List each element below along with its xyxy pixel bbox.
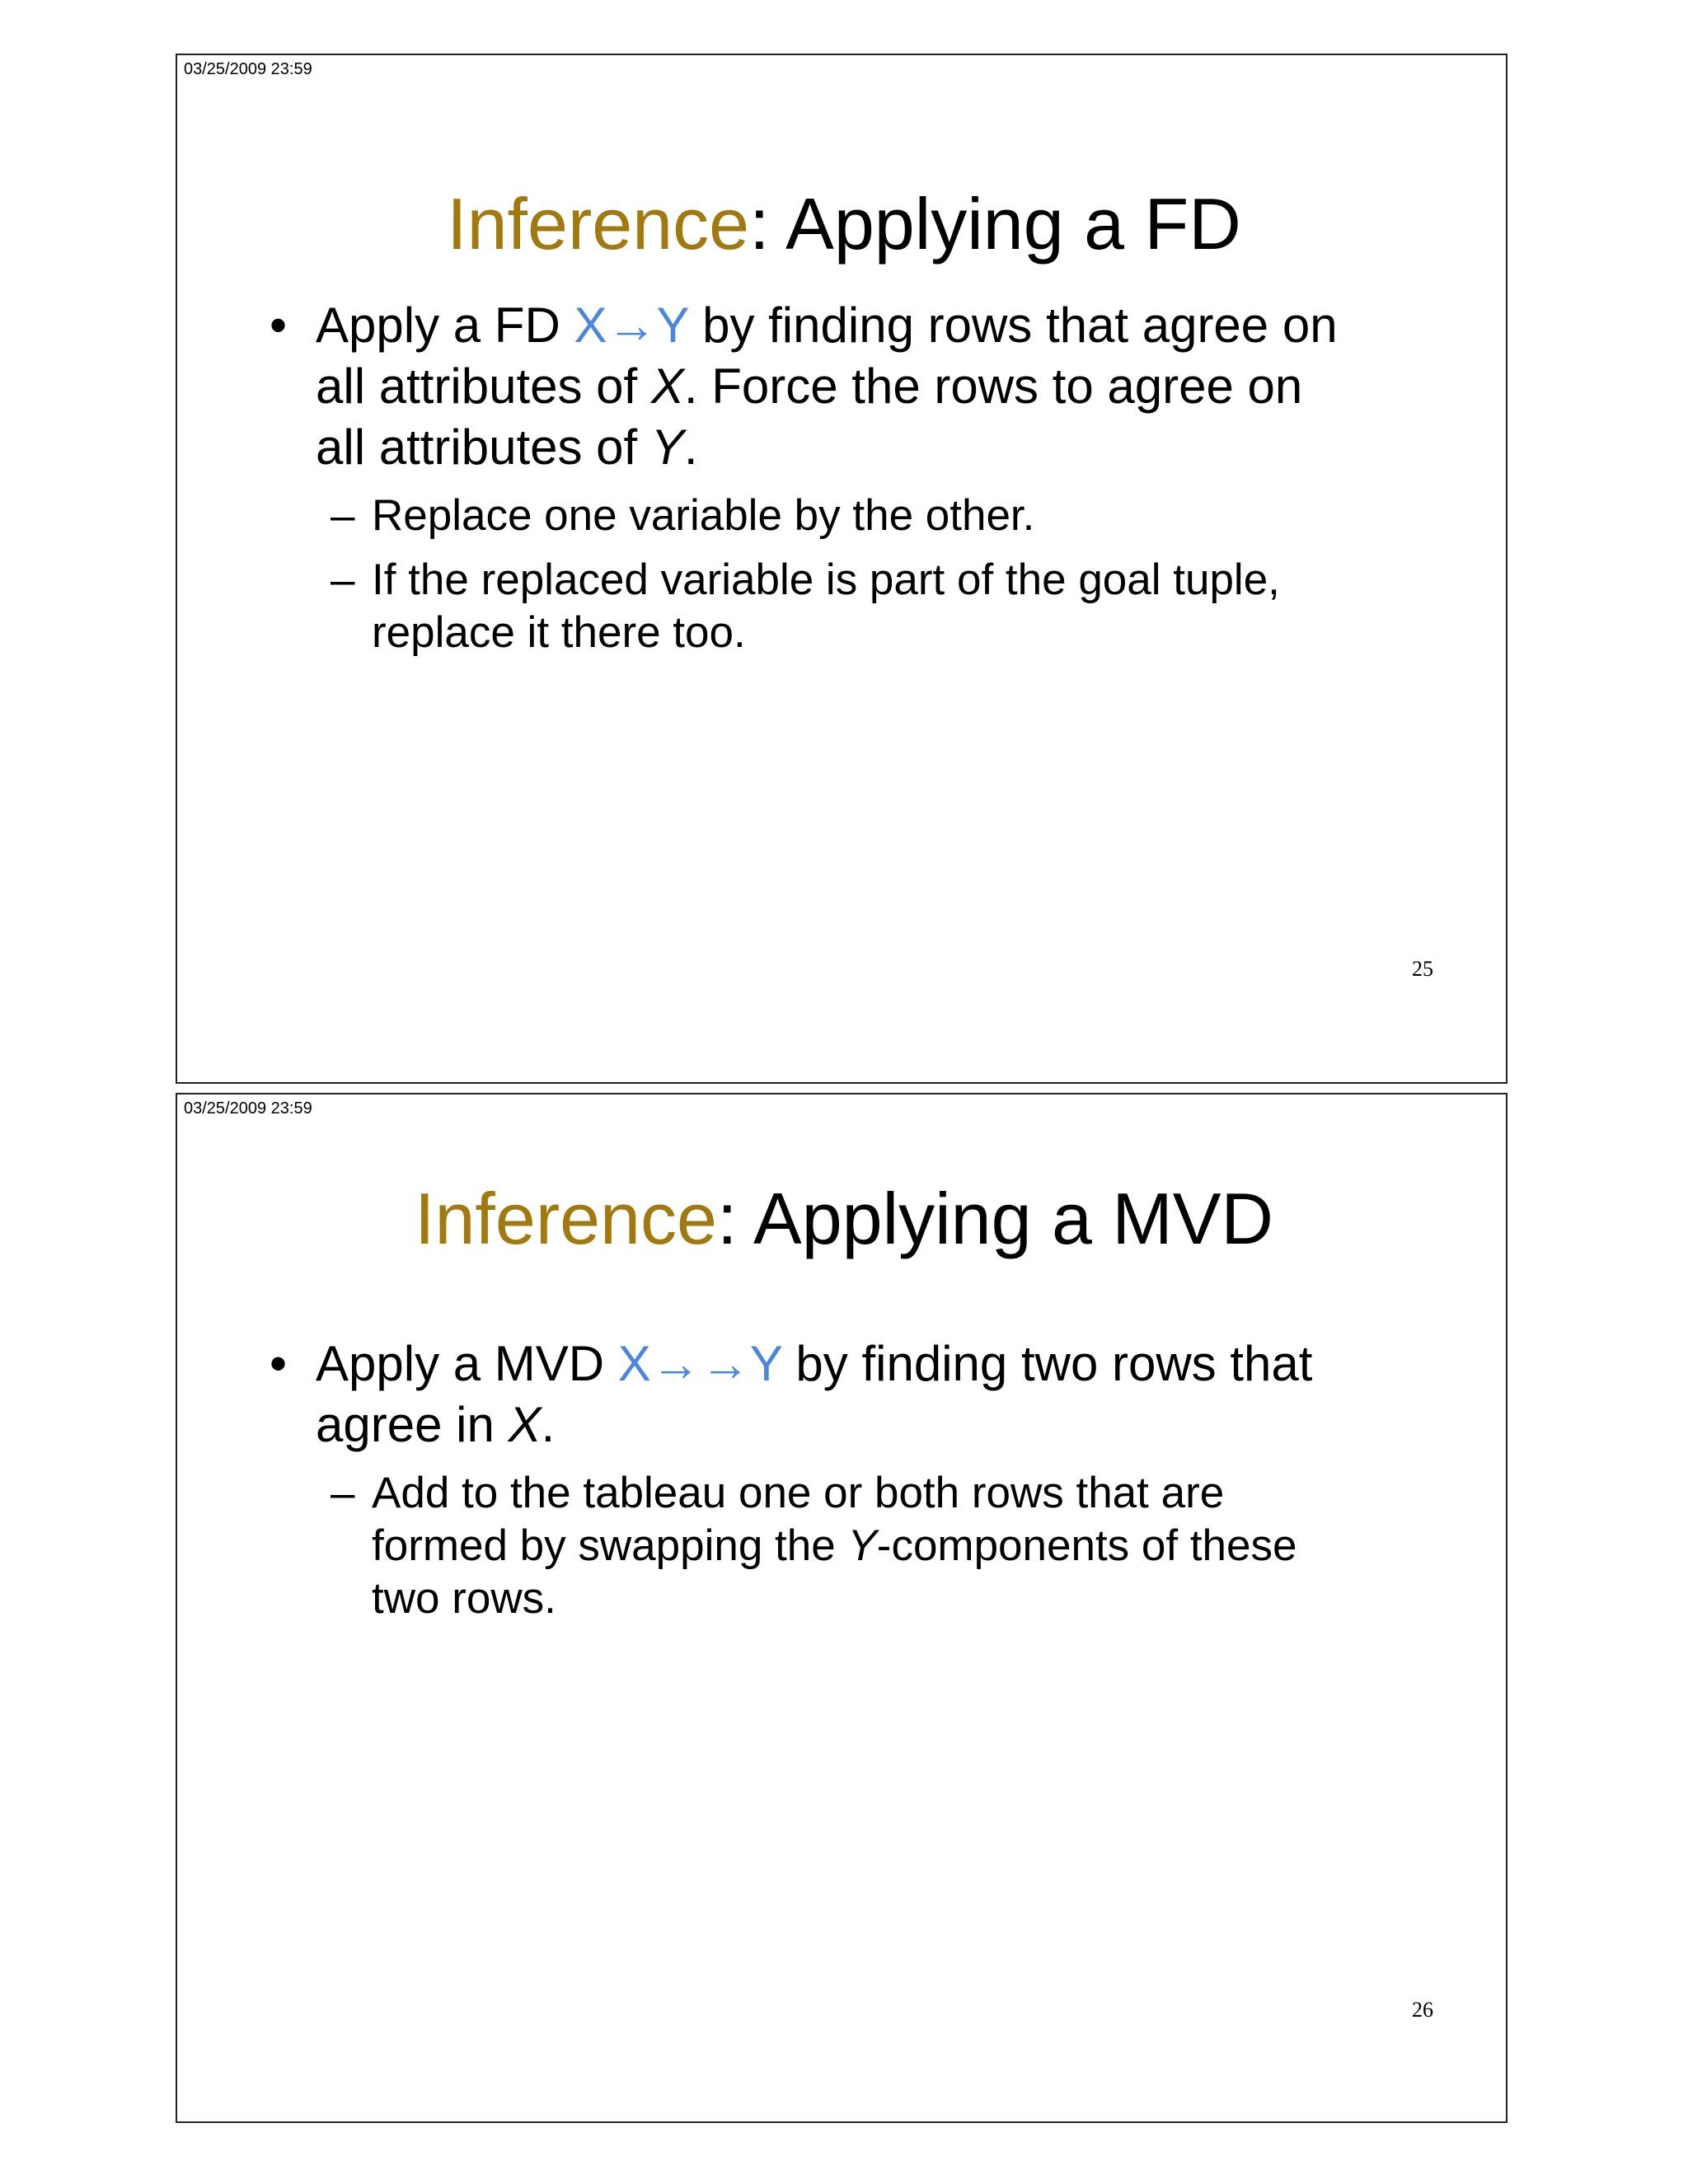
slide-timestamp: 03/25/2009 23:59: [184, 1099, 312, 1118]
bullet-line: agree in X.: [316, 1397, 556, 1452]
sub-marker: –: [331, 1469, 355, 1517]
slide-timestamp: 03/25/2009 23:59: [184, 60, 312, 78]
bullet-marker: •: [270, 298, 288, 353]
bullet-line: Apply a FD X→Y by finding rows that agree on: [316, 298, 1338, 353]
title-accent: Inference: [447, 183, 750, 265]
sub-item: – Add to the tableau one or both rows that are formed by swapping the Y-components of these two rows.: [331, 1469, 1297, 1623]
title-rest: : Applying a MVD: [716, 1178, 1273, 1259]
title-accent: Inference: [415, 1178, 717, 1259]
sub-item: – Replace one variable by the other.: [372, 490, 1484, 542]
slide-title: [0, 185, 1688, 265]
slide-title: [0, 1179, 1688, 1259]
sub-marker: –: [331, 491, 355, 540]
bullet-item: [270, 295, 1486, 478]
sub-marker: –: [331, 555, 355, 604]
bullet-line: all attributes of Y.: [316, 419, 698, 475]
bullet-line: Apply a MVD X→→Y by finding two rows that: [316, 1336, 1313, 1391]
page-number: 25: [1412, 957, 1433, 981]
bullet-item: [270, 1333, 1486, 1455]
title-rest: : Applying a FD: [749, 183, 1241, 265]
bullet-line: all attributes of X. Force the rows to agree on: [316, 359, 1303, 414]
mvd-notation: X→→Y: [617, 1336, 782, 1391]
page-number: 26: [1412, 1998, 1433, 2022]
bullet-marker: •: [270, 1336, 288, 1391]
sub-item: – If the replaced variable is part of the goal tuple, replace it there too.: [331, 555, 1280, 657]
fd-notation: X→Y: [574, 298, 689, 353]
